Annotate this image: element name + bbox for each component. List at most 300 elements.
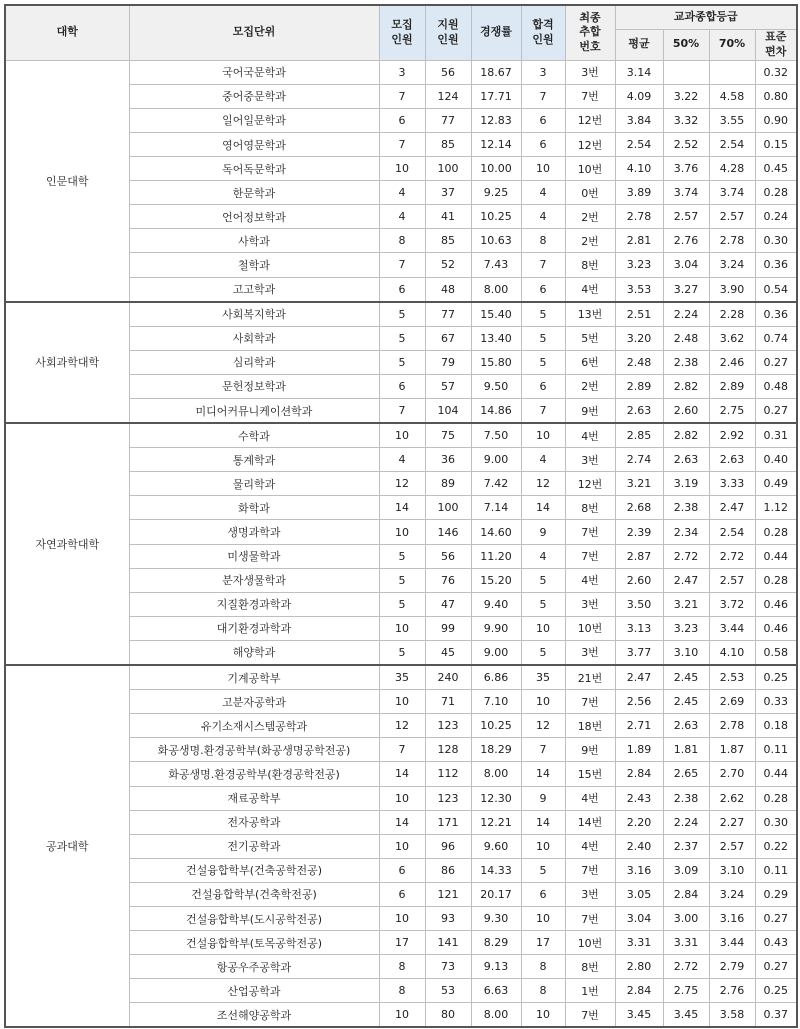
grade-stdev: 0.46 [755, 616, 797, 640]
ratio: 13.40 [471, 326, 521, 350]
ratio: 15.20 [471, 568, 521, 592]
quota: 10 [379, 157, 425, 181]
grade-stdev: 0.15 [755, 132, 797, 156]
grade-50: 3.19 [663, 472, 709, 496]
final-number: 15번 [565, 762, 615, 786]
applicants: 80 [425, 1003, 471, 1028]
ratio: 14.86 [471, 399, 521, 424]
applicants: 128 [425, 738, 471, 762]
applicants: 48 [425, 277, 471, 302]
grade-70: 3.44 [709, 931, 755, 955]
grade-average: 2.74 [615, 448, 663, 472]
grade-stdev: 0.54 [755, 277, 797, 302]
quota: 5 [379, 326, 425, 350]
quota: 7 [379, 132, 425, 156]
grade-stdev: 0.80 [755, 84, 797, 108]
grade-average: 3.13 [615, 616, 663, 640]
grade-average: 2.47 [615, 665, 663, 690]
applicants: 77 [425, 302, 471, 327]
ratio: 8.00 [471, 277, 521, 302]
final-number: 6번 [565, 350, 615, 374]
final-number: 8번 [565, 955, 615, 979]
unit-name: 지질환경과학과 [129, 592, 379, 616]
grade-average: 3.20 [615, 326, 663, 350]
unit-name: 국어국문학과 [129, 60, 379, 84]
ratio: 7.50 [471, 423, 521, 448]
applicants: 52 [425, 253, 471, 277]
ratio: 12.30 [471, 786, 521, 810]
final-number: 10번 [565, 616, 615, 640]
grade-stdev: 1.12 [755, 496, 797, 520]
unit-name: 전자공학과 [129, 810, 379, 834]
final-number: 12번 [565, 108, 615, 132]
final-number: 18번 [565, 714, 615, 738]
quota: 10 [379, 786, 425, 810]
grade-70: 3.90 [709, 277, 755, 302]
grade-70: 2.63 [709, 448, 755, 472]
grade-70: 2.28 [709, 302, 755, 327]
final-number: 4번 [565, 277, 615, 302]
quota: 4 [379, 205, 425, 229]
grade-50: 3.10 [663, 640, 709, 665]
ratio: 10.00 [471, 157, 521, 181]
grade-50: 2.37 [663, 834, 709, 858]
admitted: 6 [521, 277, 565, 302]
applicants: 171 [425, 810, 471, 834]
admitted: 4 [521, 448, 565, 472]
final-number: 8번 [565, 496, 615, 520]
grade-average: 3.16 [615, 858, 663, 882]
quota: 17 [379, 931, 425, 955]
grade-stdev: 0.33 [755, 690, 797, 714]
grade-stdev: 0.46 [755, 592, 797, 616]
final-number: 9번 [565, 738, 615, 762]
grade-70: 2.27 [709, 810, 755, 834]
grade-50: 2.75 [663, 979, 709, 1003]
quota: 4 [379, 181, 425, 205]
admitted: 6 [521, 882, 565, 906]
unit-name: 문헌정보학과 [129, 374, 379, 398]
admitted: 5 [521, 350, 565, 374]
ratio: 10.25 [471, 714, 521, 738]
grade-70: 2.62 [709, 786, 755, 810]
grade-70: 2.76 [709, 979, 755, 1003]
final-number: 8번 [565, 253, 615, 277]
admitted: 4 [521, 181, 565, 205]
quota: 4 [379, 448, 425, 472]
ratio: 17.71 [471, 84, 521, 108]
college-name: 자연과학대학 [5, 423, 129, 665]
grade-average: 2.71 [615, 714, 663, 738]
grade-average: 2.56 [615, 690, 663, 714]
applicants: 99 [425, 616, 471, 640]
applicants: 56 [425, 60, 471, 84]
admitted: 17 [521, 931, 565, 955]
admitted: 12 [521, 472, 565, 496]
admission-results-table [4, 4, 798, 1028]
final-number: 1번 [565, 979, 615, 1003]
grade-50: 2.76 [663, 229, 709, 253]
ratio: 15.80 [471, 350, 521, 374]
grade-70: 3.55 [709, 108, 755, 132]
applicants: 36 [425, 448, 471, 472]
grade-average: 2.20 [615, 810, 663, 834]
quota: 14 [379, 762, 425, 786]
grade-70: 3.16 [709, 906, 755, 930]
ratio: 8.29 [471, 931, 521, 955]
grade-stdev: 0.30 [755, 229, 797, 253]
grade-stdev: 0.11 [755, 738, 797, 762]
header-70-percent: 70% [709, 30, 755, 61]
unit-name: 화공생명.환경공학부(환경공학전공) [129, 762, 379, 786]
ratio: 9.30 [471, 906, 521, 930]
grade-70: 3.33 [709, 472, 755, 496]
grade-stdev: 0.27 [755, 906, 797, 930]
admitted: 10 [521, 616, 565, 640]
admitted: 4 [521, 205, 565, 229]
quota: 6 [379, 374, 425, 398]
grade-average: 2.40 [615, 834, 663, 858]
ratio: 18.29 [471, 738, 521, 762]
grade-50: 3.76 [663, 157, 709, 181]
unit-name: 화학과 [129, 496, 379, 520]
grade-50: 2.48 [663, 326, 709, 350]
grade-stdev: 0.27 [755, 955, 797, 979]
admitted: 8 [521, 979, 565, 1003]
grade-50: 2.57 [663, 205, 709, 229]
grade-50: 2.82 [663, 374, 709, 398]
ratio: 14.60 [471, 520, 521, 544]
grade-50: 2.45 [663, 690, 709, 714]
quota: 14 [379, 810, 425, 834]
grade-average: 2.89 [615, 374, 663, 398]
ratio: 9.40 [471, 592, 521, 616]
grade-average: 3.23 [615, 253, 663, 277]
grade-50: 3.45 [663, 1003, 709, 1028]
quota: 10 [379, 616, 425, 640]
applicants: 73 [425, 955, 471, 979]
grade-stdev: 0.29 [755, 882, 797, 906]
grade-70: 4.58 [709, 84, 755, 108]
grade-average: 3.53 [615, 277, 663, 302]
quota: 8 [379, 979, 425, 1003]
final-number: 3번 [565, 60, 615, 84]
grade-average: 3.31 [615, 931, 663, 955]
final-number: 12번 [565, 132, 615, 156]
grade-average: 2.63 [615, 399, 663, 424]
quota: 7 [379, 84, 425, 108]
grade-stdev: 0.74 [755, 326, 797, 350]
applicants: 112 [425, 762, 471, 786]
grade-70: 2.54 [709, 520, 755, 544]
grade-70: 2.92 [709, 423, 755, 448]
grade-50: 2.84 [663, 882, 709, 906]
grade-stdev: 0.32 [755, 60, 797, 84]
admitted: 10 [521, 690, 565, 714]
grade-50: 3.27 [663, 277, 709, 302]
grade-stdev: 0.31 [755, 423, 797, 448]
final-number: 2번 [565, 229, 615, 253]
grade-50: 3.00 [663, 906, 709, 930]
quota: 12 [379, 472, 425, 496]
admitted: 9 [521, 520, 565, 544]
applicants: 41 [425, 205, 471, 229]
applicants: 47 [425, 592, 471, 616]
quota: 10 [379, 906, 425, 930]
grade-average: 2.78 [615, 205, 663, 229]
applicants: 57 [425, 374, 471, 398]
header-stdev: 표준 편차 [755, 30, 797, 61]
admitted: 5 [521, 858, 565, 882]
unit-name: 철학과 [129, 253, 379, 277]
grade-50: 2.65 [663, 762, 709, 786]
admitted: 6 [521, 132, 565, 156]
grade-stdev: 0.45 [755, 157, 797, 181]
final-number: 3번 [565, 640, 615, 665]
ratio: 12.83 [471, 108, 521, 132]
ratio: 10.25 [471, 205, 521, 229]
ratio: 20.17 [471, 882, 521, 906]
quota: 7 [379, 399, 425, 424]
admitted: 4 [521, 544, 565, 568]
grade-50: 2.38 [663, 786, 709, 810]
quota: 8 [379, 955, 425, 979]
grade-stdev: 0.36 [755, 253, 797, 277]
grade-average: 3.14 [615, 60, 663, 84]
grade-average: 3.05 [615, 882, 663, 906]
ratio: 15.40 [471, 302, 521, 327]
applicants: 240 [425, 665, 471, 690]
grade-average: 3.77 [615, 640, 663, 665]
college-name: 인문대학 [5, 60, 129, 301]
applicants: 96 [425, 834, 471, 858]
admitted: 10 [521, 423, 565, 448]
final-number: 21번 [565, 665, 615, 690]
grade-average: 4.10 [615, 157, 663, 181]
grade-stdev: 0.25 [755, 979, 797, 1003]
college-name: 공과대학 [5, 665, 129, 1027]
ratio: 9.60 [471, 834, 521, 858]
grade-average: 1.89 [615, 738, 663, 762]
grade-50: 3.22 [663, 84, 709, 108]
quota: 3 [379, 60, 425, 84]
grade-70: 2.57 [709, 205, 755, 229]
grade-50: 3.32 [663, 108, 709, 132]
grade-average: 2.39 [615, 520, 663, 544]
grade-70: 3.44 [709, 616, 755, 640]
grade-average: 2.84 [615, 979, 663, 1003]
unit-name: 조선해양공학과 [129, 1003, 379, 1028]
grade-stdev: 0.43 [755, 931, 797, 955]
ratio: 12.14 [471, 132, 521, 156]
final-number: 0번 [565, 181, 615, 205]
quota: 5 [379, 350, 425, 374]
applicants: 124 [425, 84, 471, 108]
quota: 6 [379, 277, 425, 302]
unit-name: 생명과학과 [129, 520, 379, 544]
quota: 10 [379, 423, 425, 448]
grade-70: 2.57 [709, 834, 755, 858]
grade-stdev: 0.25 [755, 665, 797, 690]
unit-name: 수학과 [129, 423, 379, 448]
grade-stdev: 0.27 [755, 399, 797, 424]
unit-name: 영어영문학과 [129, 132, 379, 156]
grade-average: 2.84 [615, 762, 663, 786]
grade-stdev: 0.22 [755, 834, 797, 858]
grade-70: 4.10 [709, 640, 755, 665]
applicants: 104 [425, 399, 471, 424]
unit-name: 재료공학부 [129, 786, 379, 810]
final-number: 4번 [565, 568, 615, 592]
quota: 5 [379, 592, 425, 616]
final-number: 12번 [565, 472, 615, 496]
grade-70: 4.28 [709, 157, 755, 181]
ratio: 8.00 [471, 1003, 521, 1028]
grade-average: 2.87 [615, 544, 663, 568]
grade-average: 3.04 [615, 906, 663, 930]
grade-stdev: 0.18 [755, 714, 797, 738]
grade-70: 2.69 [709, 690, 755, 714]
grade-stdev: 0.28 [755, 786, 797, 810]
final-number: 4번 [565, 834, 615, 858]
admitted: 3 [521, 60, 565, 84]
ratio: 9.00 [471, 448, 521, 472]
applicants: 146 [425, 520, 471, 544]
unit-name: 미디어커뮤니케이션학과 [129, 399, 379, 424]
unit-name: 사학과 [129, 229, 379, 253]
grade-50: 2.72 [663, 544, 709, 568]
grade-70: 1.87 [709, 738, 755, 762]
applicants: 76 [425, 568, 471, 592]
applicants: 100 [425, 157, 471, 181]
ratio: 9.50 [471, 374, 521, 398]
admitted: 14 [521, 496, 565, 520]
final-number: 13번 [565, 302, 615, 327]
admitted: 5 [521, 568, 565, 592]
grade-70: 2.78 [709, 714, 755, 738]
final-number: 7번 [565, 690, 615, 714]
final-number: 3번 [565, 592, 615, 616]
unit-name: 대기환경과학과 [129, 616, 379, 640]
quota: 5 [379, 544, 425, 568]
quota: 6 [379, 858, 425, 882]
admitted: 9 [521, 786, 565, 810]
grade-stdev: 0.44 [755, 762, 797, 786]
ratio: 9.00 [471, 640, 521, 665]
grade-stdev: 0.30 [755, 810, 797, 834]
quota: 7 [379, 253, 425, 277]
grade-stdev: 0.28 [755, 181, 797, 205]
header-university: 대학 [5, 5, 129, 60]
unit-name: 독어독문학과 [129, 157, 379, 181]
ratio: 12.21 [471, 810, 521, 834]
grade-70: 3.10 [709, 858, 755, 882]
grade-stdev: 0.44 [755, 544, 797, 568]
admitted: 7 [521, 399, 565, 424]
quota: 7 [379, 738, 425, 762]
header-quota: 모집 인원 [379, 5, 425, 60]
grade-stdev: 0.49 [755, 472, 797, 496]
quota: 10 [379, 834, 425, 858]
admitted: 6 [521, 108, 565, 132]
grade-stdev: 0.11 [755, 858, 797, 882]
ratio: 9.90 [471, 616, 521, 640]
table-row [5, 423, 797, 448]
grade-stdev: 0.48 [755, 374, 797, 398]
unit-name: 통계학과 [129, 448, 379, 472]
unit-name: 고고학과 [129, 277, 379, 302]
unit-name: 중어중문학과 [129, 84, 379, 108]
ratio: 6.63 [471, 979, 521, 1003]
applicants: 141 [425, 931, 471, 955]
final-number: 3번 [565, 882, 615, 906]
grade-70: 3.72 [709, 592, 755, 616]
grade-50: 2.34 [663, 520, 709, 544]
grade-50: 2.38 [663, 350, 709, 374]
unit-name: 건설융합학부(도시공학전공) [129, 906, 379, 930]
grade-70: 2.70 [709, 762, 755, 786]
unit-name: 언어정보학과 [129, 205, 379, 229]
final-number: 7번 [565, 520, 615, 544]
grade-average: 2.80 [615, 955, 663, 979]
unit-name: 항공우주공학과 [129, 955, 379, 979]
unit-name: 사회복지학과 [129, 302, 379, 327]
admitted: 10 [521, 906, 565, 930]
admitted: 5 [521, 592, 565, 616]
applicants: 79 [425, 350, 471, 374]
admitted: 8 [521, 955, 565, 979]
ratio: 9.25 [471, 181, 521, 205]
final-number: 10번 [565, 931, 615, 955]
unit-name: 건설융합학부(토목공학전공) [129, 931, 379, 955]
grade-50: 2.82 [663, 423, 709, 448]
table-body [5, 60, 797, 1027]
grade-50 [663, 60, 709, 84]
grade-70: 3.24 [709, 253, 755, 277]
admitted: 8 [521, 229, 565, 253]
grade-50: 2.63 [663, 714, 709, 738]
header-unit: 모집단위 [129, 5, 379, 60]
applicants: 77 [425, 108, 471, 132]
unit-name: 물리학과 [129, 472, 379, 496]
applicants: 123 [425, 786, 471, 810]
final-number: 2번 [565, 205, 615, 229]
ratio: 7.43 [471, 253, 521, 277]
quota: 8 [379, 229, 425, 253]
grade-50: 2.63 [663, 448, 709, 472]
applicants: 100 [425, 496, 471, 520]
unit-name: 화공생명.환경공학부(화공생명공학전공) [129, 738, 379, 762]
grade-average: 2.51 [615, 302, 663, 327]
applicants: 75 [425, 423, 471, 448]
admitted: 14 [521, 762, 565, 786]
grade-50: 2.38 [663, 496, 709, 520]
unit-name: 건설융합학부(건축공학전공) [129, 858, 379, 882]
admission-table-container [4, 4, 796, 1026]
final-number: 7번 [565, 906, 615, 930]
header-admitted: 합격 인원 [521, 5, 565, 60]
grade-average: 2.68 [615, 496, 663, 520]
grade-50: 2.52 [663, 132, 709, 156]
unit-name: 심리학과 [129, 350, 379, 374]
grade-stdev: 0.36 [755, 302, 797, 327]
applicants: 67 [425, 326, 471, 350]
quota: 5 [379, 302, 425, 327]
unit-name: 해양학과 [129, 640, 379, 665]
unit-name: 유기소재시스템공학과 [129, 714, 379, 738]
grade-average: 3.21 [615, 472, 663, 496]
applicants: 89 [425, 472, 471, 496]
